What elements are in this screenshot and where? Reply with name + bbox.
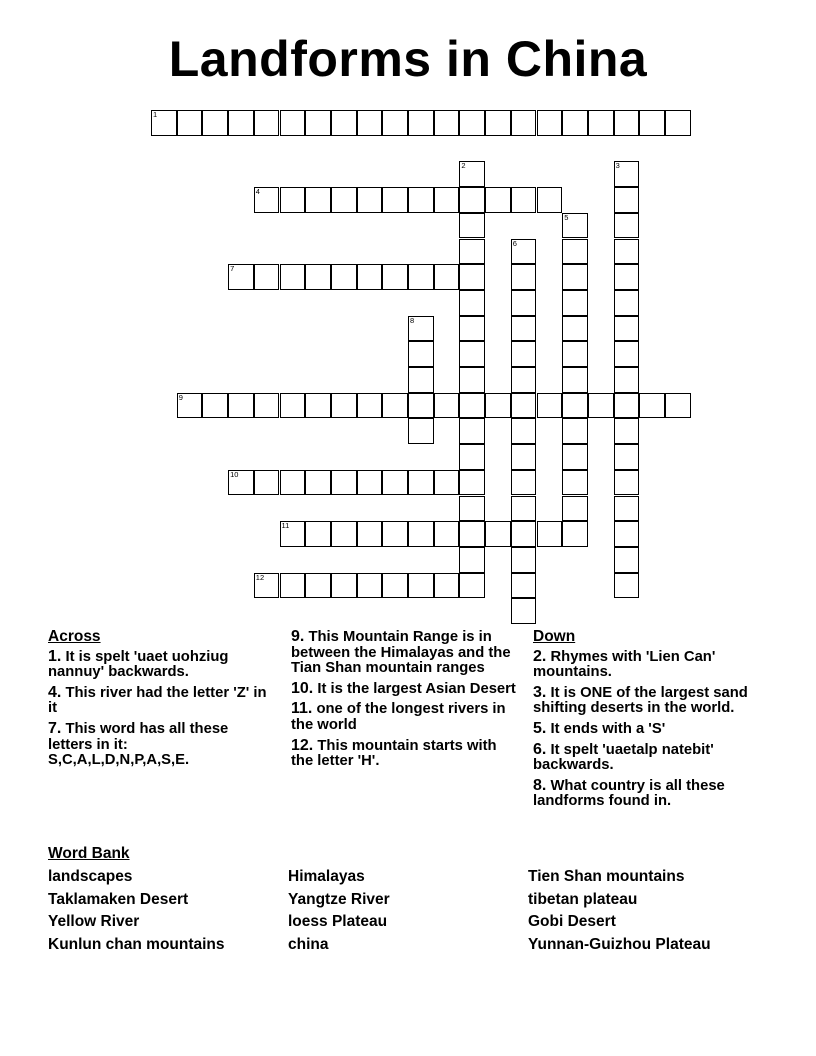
clue-across-10	[291, 681, 516, 698]
clue-number: 10.	[291, 679, 314, 697]
word-bank-item: landscapes	[48, 868, 133, 885]
clue-text: This Mountain Range is in between the Himalayas and the Tian Shan mountain ranges	[291, 629, 511, 677]
cell-number: 11	[281, 521, 290, 531]
crossword-cell[interactable]	[511, 367, 537, 393]
crossword-cell[interactable]	[434, 187, 460, 213]
crossword-cell[interactable]	[459, 239, 485, 265]
crossword-cell[interactable]	[614, 290, 640, 316]
word-bank-item: Taklamaken Desert	[48, 890, 189, 908]
crossword-cell[interactable]	[357, 110, 383, 136]
crossword-cell[interactable]	[562, 444, 588, 470]
clue-down-8	[533, 778, 773, 810]
crossword-cell[interactable]	[408, 470, 434, 496]
crossword-cell[interactable]	[511, 264, 537, 290]
crossword-cell[interactable]	[382, 573, 408, 599]
crossword-cell[interactable]	[588, 110, 614, 136]
crossword-cell[interactable]	[331, 187, 357, 213]
crossword-cell[interactable]	[408, 110, 434, 136]
clue-across-12	[291, 738, 516, 770]
crossword-cell[interactable]	[511, 547, 537, 573]
crossword-cell[interactable]	[408, 316, 434, 342]
clue-number: 9.	[291, 628, 305, 645]
clue-number: 11.	[291, 700, 313, 718]
cell-number: 1	[153, 110, 158, 119]
crossword-cell[interactable]	[511, 496, 537, 522]
crossword-cell[interactable]	[665, 393, 691, 419]
clue-across-11	[291, 701, 516, 733]
crossword-cell[interactable]	[562, 264, 588, 290]
crossword-cell[interactable]	[254, 470, 280, 496]
word-bank	[48, 845, 778, 954]
word-bank-item: Yunnan-Guizhou Plateau	[528, 935, 711, 953]
crossword-cell[interactable]	[459, 418, 485, 444]
clue-text: What country is all these landforms found in.	[533, 777, 725, 810]
crossword-cell[interactable]	[562, 393, 588, 419]
crossword-cell[interactable]	[434, 470, 460, 496]
crossword-cell[interactable]	[459, 573, 485, 599]
crossword-cell[interactable]	[562, 367, 588, 393]
clue-text: This word has all these letters in it: S,C,A,L,D,N,P,A,S,E.	[48, 720, 229, 769]
crossword-cell[interactable]	[357, 573, 383, 599]
down-heading: Down	[533, 628, 576, 645]
clue-number: 3.	[533, 683, 547, 701]
crossword-cell[interactable]	[202, 393, 228, 419]
crossword-cell[interactable]	[434, 264, 460, 290]
crossword-cell[interactable]	[357, 521, 383, 547]
clue-down-5	[533, 721, 773, 738]
crossword-cell[interactable]	[511, 470, 537, 496]
clue-down-3	[533, 685, 773, 717]
crossword-cell[interactable]	[228, 470, 254, 496]
word-bank-item: Yellow River	[48, 913, 140, 930]
crossword-cell[interactable]	[614, 341, 640, 367]
clue-across-1	[48, 649, 268, 681]
crossword-cell[interactable]	[614, 367, 640, 393]
crossword-cell[interactable]	[254, 110, 280, 136]
word-bank-list	[48, 868, 778, 954]
crossword-cell[interactable]	[459, 110, 485, 136]
across-clues-column	[48, 629, 268, 773]
clue-number: 4.	[48, 683, 62, 701]
crossword-cell[interactable]	[408, 367, 434, 393]
crossword-cell[interactable]	[588, 393, 614, 419]
crossword-cell[interactable]	[459, 367, 485, 393]
crossword-cell[interactable]	[254, 393, 280, 419]
clue-text: This mountain starts with the letter 'H'.	[291, 737, 497, 770]
crossword-cell[interactable]	[511, 110, 537, 136]
clue-text: It is spelt 'uaet uohziug nannuy' backwards.	[48, 648, 229, 681]
crossword-cell[interactable]	[639, 393, 665, 419]
crossword-cell[interactable]	[254, 187, 280, 213]
crossword-cell[interactable]	[434, 573, 460, 599]
crossword-cell[interactable]	[511, 187, 537, 213]
cell-number: 8	[410, 315, 415, 325]
crossword-cell[interactable]	[537, 110, 563, 136]
cell-number: 5	[564, 212, 569, 222]
clue-across-9	[291, 629, 516, 677]
crossword-cell[interactable]	[614, 496, 640, 522]
clue-number: 8.	[533, 776, 547, 794]
crossword-cell[interactable]	[408, 521, 434, 547]
crossword-cell[interactable]	[382, 470, 408, 496]
crossword-cell[interactable]	[408, 573, 434, 599]
crossword-cell[interactable]	[331, 521, 357, 547]
crossword-cell[interactable]	[511, 444, 537, 470]
crossword-cell[interactable]	[408, 418, 434, 444]
crossword-cell[interactable]	[280, 521, 306, 547]
crossword-cell[interactable]	[614, 187, 640, 213]
crossword-cell[interactable]	[614, 393, 640, 419]
crossword-cell[interactable]	[331, 110, 357, 136]
crossword-cell[interactable]	[382, 110, 408, 136]
crossword-cell[interactable]	[434, 110, 460, 136]
crossword-cell[interactable]	[614, 444, 640, 470]
crossword-cell[interactable]	[382, 187, 408, 213]
crossword-cell[interactable]	[562, 316, 588, 342]
crossword-cell[interactable]	[280, 264, 306, 290]
down-clues-column	[533, 629, 773, 814]
crossword-cell[interactable]	[614, 418, 640, 444]
crossword-cell[interactable]	[280, 470, 306, 496]
crossword-cell[interactable]	[614, 521, 640, 547]
crossword-cell[interactable]	[305, 521, 331, 547]
crossword-cell[interactable]	[511, 341, 537, 367]
crossword-cell[interactable]	[434, 393, 460, 419]
crossword-cell[interactable]	[177, 110, 203, 136]
crossword-cell[interactable]	[408, 341, 434, 367]
crossword-cell[interactable]	[305, 470, 331, 496]
clue-text: It is ONE of the largest sand shifting deserts in the world.	[533, 684, 748, 717]
crossword-cell[interactable]	[511, 316, 537, 342]
crossword-cell[interactable]	[202, 110, 228, 136]
crossword-cell[interactable]	[280, 573, 306, 599]
word-bank-item: tibetan plateau	[528, 890, 638, 908]
crossword-cell[interactable]	[434, 521, 460, 547]
crossword-cell[interactable]	[459, 341, 485, 367]
crossword-cell[interactable]	[228, 393, 254, 419]
crossword-cell[interactable]	[408, 393, 434, 419]
crossword-cell[interactable]	[614, 110, 640, 136]
crossword-cell[interactable]	[562, 239, 588, 265]
crossword-cell[interactable]	[562, 418, 588, 444]
crossword-cell[interactable]	[562, 341, 588, 367]
crossword-cell[interactable]	[151, 110, 177, 136]
crossword-cell[interactable]	[459, 161, 485, 187]
crossword-cell[interactable]	[459, 521, 485, 547]
clue-number: 2.	[533, 647, 547, 665]
cell-number: 12	[255, 572, 265, 582]
clue-text: This river had the letter 'Z' in it	[48, 684, 267, 717]
crossword-cell[interactable]	[408, 187, 434, 213]
across-clues-column-2	[291, 629, 516, 774]
cell-number: 9	[178, 392, 183, 402]
crossword-cell[interactable]	[459, 316, 485, 342]
crossword-cell[interactable]	[228, 110, 254, 136]
crossword-cell[interactable]	[305, 110, 331, 136]
crossword-cell[interactable]	[562, 521, 588, 547]
clue-down-6	[533, 742, 773, 774]
word-bank-item: Kunlun chan mountains	[48, 935, 225, 953]
word-bank-item: Gobi Desert	[528, 913, 616, 930]
crossword-cell[interactable]	[665, 110, 691, 136]
crossword-cell[interactable]	[357, 187, 383, 213]
crossword-cell[interactable]	[331, 393, 357, 419]
crossword-cell[interactable]	[382, 264, 408, 290]
crossword-cell[interactable]	[280, 187, 306, 213]
crossword-cell[interactable]	[459, 444, 485, 470]
clue-text: one of the longest rivers in the world	[291, 701, 506, 733]
word-bank-item: loess Plateau	[288, 913, 388, 930]
crossword-cell[interactable]	[511, 290, 537, 316]
crossword-cell[interactable]	[459, 187, 485, 213]
clue-number: 7.	[48, 719, 62, 737]
crossword-cell[interactable]	[382, 393, 408, 419]
clue-text: It spelt 'uaetalp natebit' backwards.	[533, 741, 714, 774]
crossword-cell[interactable]	[331, 264, 357, 290]
crossword-cell[interactable]	[511, 573, 537, 599]
crossword-cell[interactable]	[511, 393, 537, 419]
clue-text: Rhymes with 'Lien Can' mountains.	[533, 648, 716, 681]
crossword-cell[interactable]	[614, 239, 640, 265]
crossword-cell[interactable]	[562, 110, 588, 136]
crossword-cell[interactable]	[614, 316, 640, 342]
crossword-cell[interactable]	[614, 547, 640, 573]
crossword-cell[interactable]	[511, 521, 537, 547]
crossword-cell[interactable]	[614, 264, 640, 290]
crossword-cell[interactable]	[614, 213, 640, 239]
crossword-cell[interactable]	[485, 110, 511, 136]
crossword-cell[interactable]	[305, 264, 331, 290]
crossword-cell[interactable]	[485, 393, 511, 419]
crossword-cell[interactable]	[511, 598, 537, 624]
crossword-cell[interactable]	[562, 213, 588, 239]
crossword-cell[interactable]	[305, 573, 331, 599]
crossword-cell[interactable]	[459, 393, 485, 419]
crossword-cell[interactable]	[485, 521, 511, 547]
crossword-cell[interactable]	[331, 470, 357, 496]
crossword-cell[interactable]	[408, 264, 434, 290]
word-bank-item: china	[288, 935, 329, 953]
clue-number: 12.	[291, 736, 314, 754]
crossword-cell[interactable]	[562, 290, 588, 316]
crossword-cell[interactable]	[357, 264, 383, 290]
crossword-cell[interactable]	[280, 110, 306, 136]
crossword-cell[interactable]	[459, 290, 485, 316]
clue-across-7	[48, 721, 268, 769]
cell-number: 2	[461, 161, 466, 171]
crossword-cell[interactable]	[177, 393, 203, 419]
crossword-cell[interactable]	[511, 418, 537, 444]
crossword-cell[interactable]	[639, 110, 665, 136]
cell-number: 10	[230, 469, 239, 479]
crossword-cell[interactable]	[459, 470, 485, 496]
word-bank-item: Tien Shan mountains	[528, 868, 685, 885]
crossword-cell[interactable]	[537, 393, 563, 419]
crossword-cell[interactable]	[254, 573, 280, 599]
crossword-cell[interactable]	[254, 264, 280, 290]
crossword-cell[interactable]	[331, 573, 357, 599]
word-bank-item: Yangtze River	[288, 890, 390, 908]
clue-text: It ends with a 'S'	[550, 720, 666, 737]
clue-across-4	[48, 685, 268, 717]
word-bank-heading: Word Bank	[48, 845, 130, 862]
crossword-cell[interactable]	[459, 213, 485, 239]
cell-number: 6	[512, 238, 517, 248]
crossword-cell[interactable]	[459, 547, 485, 573]
crossword-cell[interactable]	[305, 393, 331, 419]
crossword-cell[interactable]	[562, 470, 588, 496]
crossword-cell[interactable]	[562, 496, 588, 522]
crossword-cell[interactable]	[485, 187, 511, 213]
crossword-cell[interactable]	[459, 264, 485, 290]
clue-text: It is the largest Asian Desert	[317, 680, 516, 697]
crossword-cell[interactable]	[537, 187, 563, 213]
crossword-cell[interactable]	[357, 393, 383, 419]
page-title: Landforms in China	[168, 31, 648, 87]
clue-number: 6.	[533, 740, 547, 758]
clue-number: 1.	[48, 647, 62, 665]
cell-number: 7	[230, 264, 235, 274]
crossword-cell[interactable]	[382, 521, 408, 547]
crossword-cell[interactable]	[614, 470, 640, 496]
crossword-cell[interactable]	[459, 496, 485, 522]
cell-number: 4	[255, 187, 260, 197]
across-heading: Across	[48, 628, 101, 645]
crossword-cell[interactable]	[228, 264, 254, 290]
crossword-cell[interactable]	[614, 573, 640, 599]
clue-down-2	[533, 649, 773, 681]
crossword-cell[interactable]	[511, 239, 537, 265]
crossword-cell[interactable]	[537, 521, 563, 547]
crossword-cell[interactable]	[305, 187, 331, 213]
crossword-cell[interactable]	[614, 161, 640, 187]
word-bank-item: Himalayas	[288, 868, 365, 885]
crossword-cell[interactable]	[357, 470, 383, 496]
cell-number: 3	[615, 161, 620, 171]
clue-number: 5.	[533, 719, 547, 737]
crossword-cell[interactable]	[280, 393, 306, 419]
